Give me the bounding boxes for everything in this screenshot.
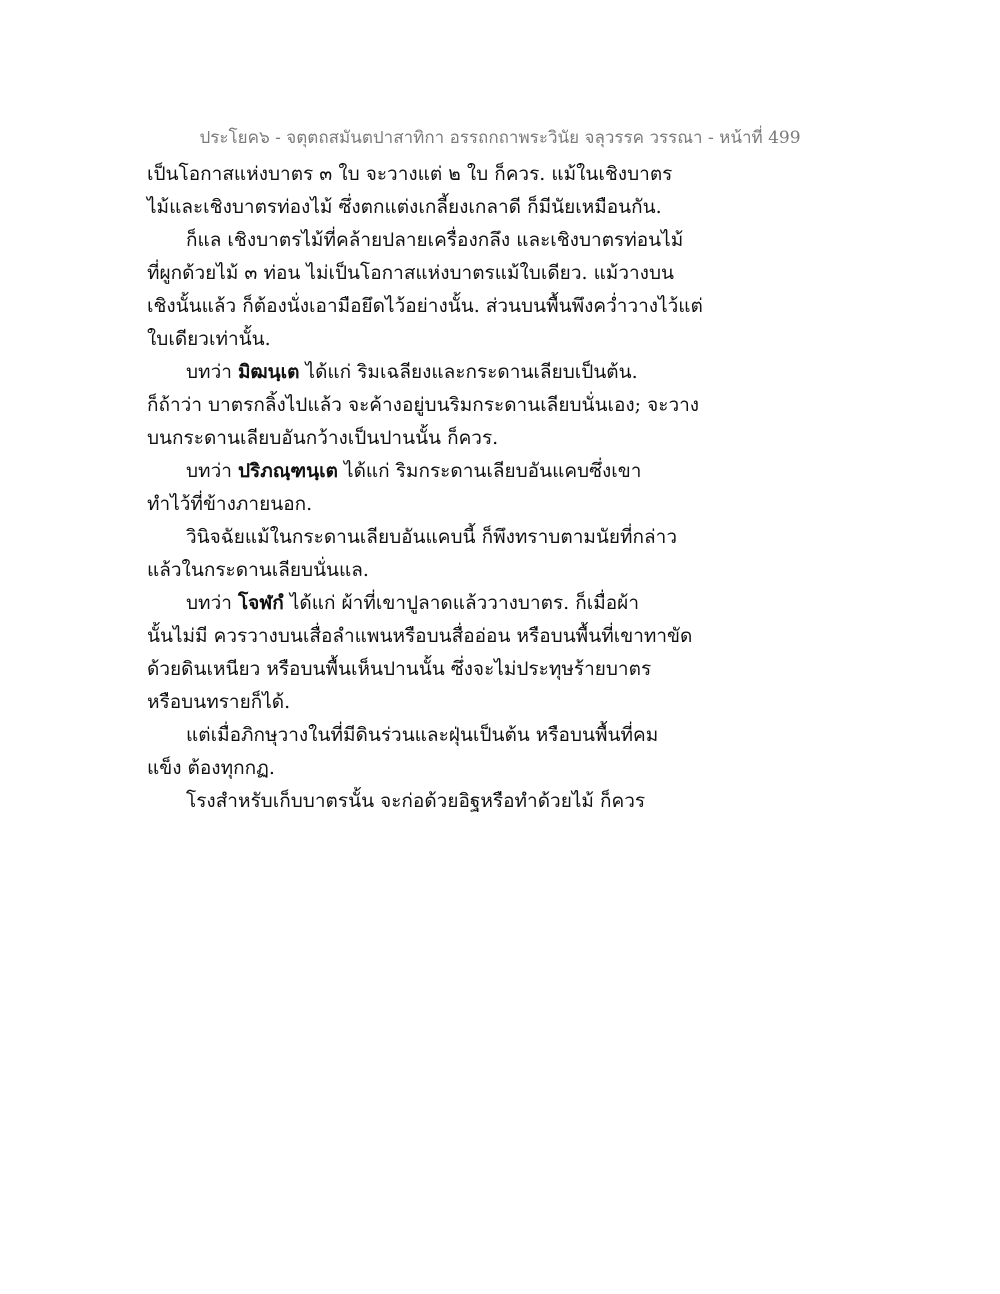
text-run: บทว่า — [186, 460, 238, 482]
pali-term: มิฒนฺเต — [237, 361, 300, 383]
text-line — [147, 356, 787, 389]
text-line: บนกระดานเลียบอันกว้างเป็นปานนั้น ก็ควร. — [147, 427, 499, 449]
text-line: เป็นโอกาสแห่งบาตร ๓ ใบ จะวางแต่ ๒ ใบ ก็ควร. แม้ในเชิงบาตร — [147, 163, 673, 185]
text-line: หรือบนทรายก็ได้. — [147, 691, 291, 713]
text-line: ด้วยดินเหนียว หรือบนพื้นเห็นปานนั้น ซึ่งจะไม่ประทุษร้ายบาตร — [147, 658, 652, 680]
paragraph — [147, 521, 787, 587]
body-text — [147, 158, 787, 818]
paragraph — [147, 356, 787, 455]
text-line: วินิจฉัยแม้ในกระดานเลียบอันแคบนี้ ก็พึงทราบตามนัยที่กล่าว — [186, 526, 678, 548]
text-line: ใบเดียวเท่านั้น. — [147, 328, 271, 350]
text-line: เชิงนั้นแล้ว ก็ต้องนั่งเอามือยึดไว้อย่างนั้น. ส่วนบนพื้นพึงคว่ำวางไว้แต่ — [147, 295, 703, 317]
pali-term: โจฬกํ — [237, 592, 284, 614]
pali-term: ปริภณฺฑนฺเต — [237, 460, 338, 482]
text-line: ก็แล เชิงบาตรไม้ที่คล้ายปลายเครื่องกลึง และเชิงบาตรท่อนไม้ — [186, 229, 684, 251]
text-line: ที่ผูกด้วยไม้ ๓ ท่อน ไม่เป็นโอกาสแห่งบาตรแม้ใบเดียว. แม้วางบน — [147, 262, 674, 284]
text-line: นั้นไม่มี ควรวางบนเสื่อลำแพนหรือบนสื่ออ่อน หรือบนพื้นที่เขาทาขัด — [147, 625, 693, 647]
text-line: ไม้และเชิงบาตรท่องไม้ ซึ่งตกแต่งเกลี้ยงเกลาดี ก็มีนัยเหมือนกัน. — [147, 196, 662, 218]
paragraph — [147, 785, 787, 818]
paragraph — [147, 455, 787, 521]
paragraph — [147, 719, 787, 785]
page-header: ประโยค๖ - จตุตถสมันตปาสาทิกา อรรถกถาพระวินัย จลุวรรค วรรณา - หน้าที่ 499 — [199, 128, 801, 148]
text-line: แข็ง ต้องทุกกฏ. — [147, 757, 275, 779]
text-run: บทว่า — [186, 361, 238, 383]
text-run: บทว่า — [186, 592, 238, 614]
text-line — [147, 455, 787, 488]
text-line: ก็ถ้าว่า บาตรกลิ้งไปแล้ว จะค้างอยู่บนริมกระดานเลียบนั่นเอง; จะวาง — [147, 394, 700, 416]
paragraph — [147, 587, 787, 719]
text-line: แล้วในกระดานเลียบนั่นแล. — [147, 559, 369, 581]
text-run: ได้แก่ ริมกระดานเลียบอันแคบซึ่งเขา — [337, 460, 642, 482]
text-line: แต่เมื่อภิกษุวางในที่มีดินร่วนและฝุ่นเป็นต้น หรือบนพื้นที่คม — [186, 724, 659, 746]
text-line: โรงสำหรับเก็บบาตรนั้น จะก่อด้วยอิฐหรือทำด้วยไม้ ก็ควร — [186, 790, 646, 812]
text-line: ทำไว้ที่ข้างภายนอก. — [147, 493, 313, 515]
text-run: ได้แก่ ริมเฉลียงและกระดานเลียบเป็นต้น. — [299, 361, 638, 383]
paragraph — [147, 224, 787, 356]
text-run: ได้แก่ ผ้าที่เขาปูลาดแล้ววางบาตร. ก็เมื่อผ้า — [283, 592, 639, 614]
paragraph — [147, 158, 787, 224]
text-line — [147, 587, 787, 620]
